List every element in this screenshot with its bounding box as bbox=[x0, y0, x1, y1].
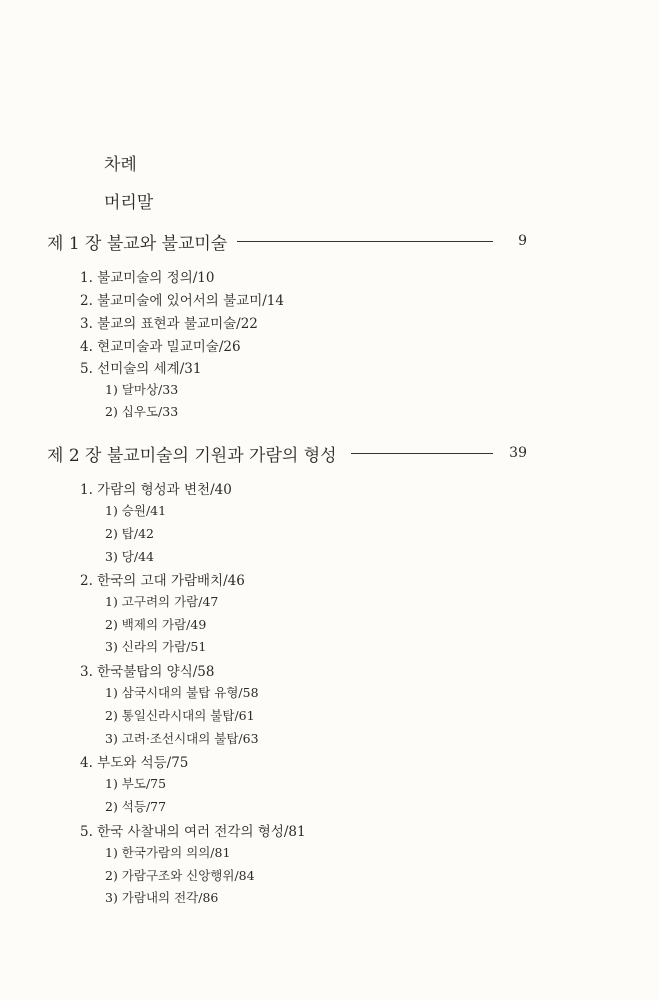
toc-item: 1. 불교미술의 정의/10 bbox=[80, 270, 215, 286]
toc-item: 5. 한국 사찰내의 여러 전각의 형성/81 bbox=[80, 824, 306, 840]
chapter-2-entry bbox=[47, 441, 527, 465]
toc-item: 2. 불교미술에 있어서의 불교미/14 bbox=[80, 293, 284, 309]
toc-subitem: 1) 달마상/33 bbox=[105, 382, 179, 397]
toc-heading: 차례 bbox=[104, 155, 137, 175]
toc-subitem: 1) 부도/75 bbox=[105, 776, 167, 791]
chapter-1-entry bbox=[47, 229, 527, 253]
toc-subitem: 1) 고구려의 가람/47 bbox=[105, 594, 219, 609]
toc-subitem: 3) 고려·조선시대의 불탑/63 bbox=[105, 731, 259, 746]
toc-subitem: 2) 통일신라시대의 불탑/61 bbox=[105, 708, 255, 723]
toc-subitem: 2) 탑/42 bbox=[105, 526, 154, 541]
toc-item: 3. 한국불탑의 양식/58 bbox=[80, 664, 215, 680]
toc-item: 4. 부도와 석등/75 bbox=[80, 755, 189, 771]
toc-subitem: 1) 삼국시대의 불탑 유형/58 bbox=[105, 685, 259, 700]
toc-item: 2. 한국의 고대 가람배치/46 bbox=[80, 573, 245, 589]
toc-subitem: 2) 십우도/33 bbox=[105, 404, 179, 419]
chapter-page-number: 9 bbox=[518, 233, 527, 249]
toc-subitem: 2) 가람구조와 신앙행위/84 bbox=[105, 868, 255, 883]
toc-item: 3. 불교의 표현과 불교미술/22 bbox=[80, 316, 258, 332]
toc-item: 5. 선미술의 세계/31 bbox=[80, 361, 202, 377]
toc-subitem: 1) 승원/41 bbox=[105, 503, 167, 518]
chapter-page-number: 39 bbox=[509, 445, 527, 461]
leader-line bbox=[237, 241, 493, 242]
toc-subitem: 2) 석등/77 bbox=[105, 799, 167, 814]
chapter-title: 제 2 장 불교미술의 기원과 가람의 형성 bbox=[47, 445, 337, 466]
toc-subitem: 3) 당/44 bbox=[105, 549, 154, 564]
toc-item: 4. 현교미술과 밀교미술/26 bbox=[80, 339, 241, 355]
toc-subitem: 3) 가람내의 전각/86 bbox=[105, 890, 219, 905]
toc-item: 1. 가람의 형성과 변천/40 bbox=[80, 482, 232, 498]
toc-subitem: 2) 백제의 가람/49 bbox=[105, 617, 207, 632]
toc-subitem: 1) 한국가람의 의의/81 bbox=[105, 845, 231, 860]
chapter-title: 제 1 장 불교와 불교미술 bbox=[47, 233, 228, 254]
preface-entry: 머리말 bbox=[104, 193, 154, 213]
leader-line bbox=[351, 453, 493, 454]
toc-subitem: 3) 신라의 가람/51 bbox=[105, 639, 207, 654]
